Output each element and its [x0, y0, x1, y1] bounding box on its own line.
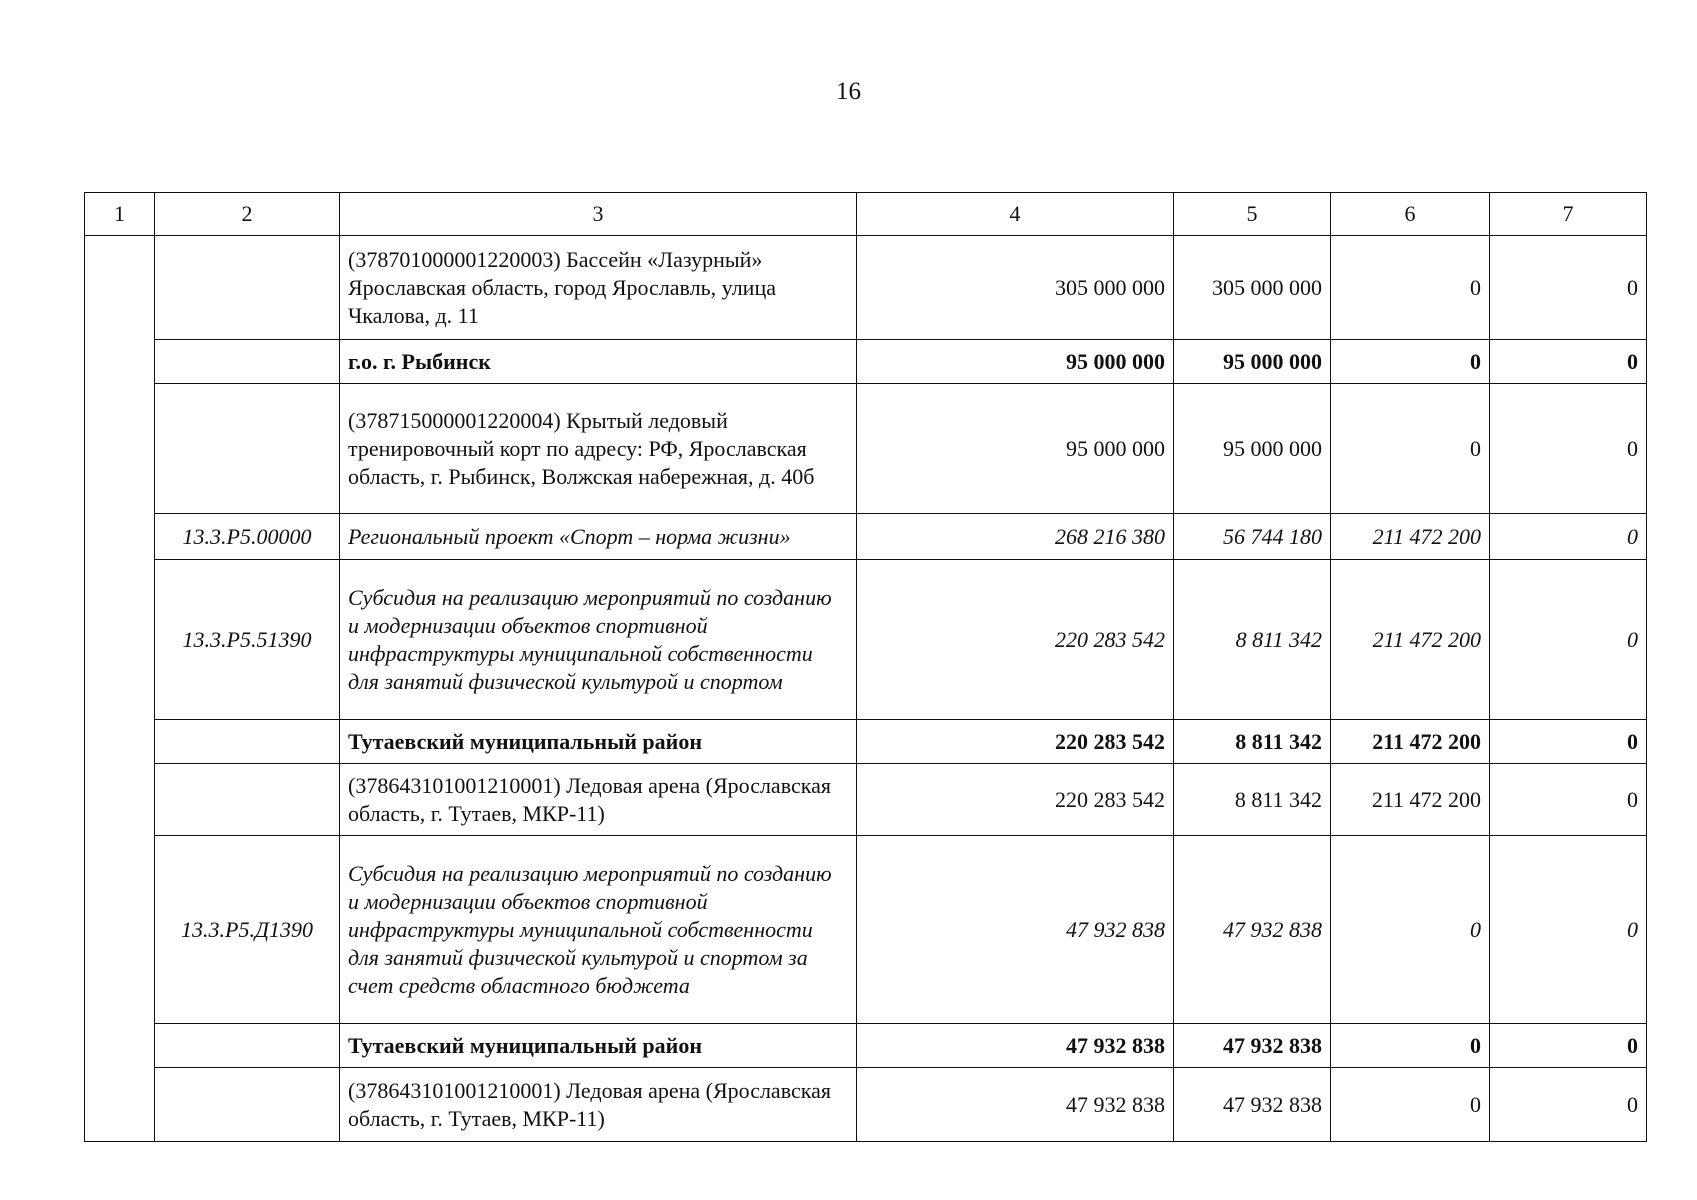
value-col-5: 8 811 342 [1174, 720, 1331, 764]
value-col-7: 0 [1490, 236, 1647, 340]
value-col-5: 47 932 838 [1174, 1024, 1331, 1068]
value-col-5: 95 000 000 [1174, 340, 1331, 384]
value-col-6: 211 472 200 [1331, 560, 1490, 720]
value-col-4: 220 283 542 [857, 560, 1174, 720]
row-name: Региональный проект «Спорт – норма жизни» [340, 514, 857, 560]
row-code [155, 720, 340, 764]
table-row [85, 1068, 1647, 1142]
value-col-7: 0 [1490, 514, 1647, 560]
column-header-3: 3 [340, 193, 857, 236]
row-code [155, 236, 340, 340]
value-col-6: 211 472 200 [1331, 764, 1490, 836]
row-code [155, 1024, 340, 1068]
value-col-4: 47 932 838 [857, 836, 1174, 1024]
value-col-6: 0 [1331, 1024, 1490, 1068]
column-number-row [85, 193, 1647, 236]
row-name: г.о. г. Рыбинск [340, 340, 857, 384]
value-col-5: 8 811 342 [1174, 764, 1331, 836]
value-col-7: 0 [1490, 1024, 1647, 1068]
value-col-6: 0 [1331, 340, 1490, 384]
row-code: 13.3.Р5.Д1390 [155, 836, 340, 1024]
value-col-4: 95 000 000 [857, 340, 1174, 384]
row-code: 13.3.Р5.51390 [155, 560, 340, 720]
row-name: Тутаевский муниципальный район [340, 720, 857, 764]
value-col-5: 47 932 838 [1174, 836, 1331, 1024]
row-name: Субсидия на реализацию мероприятий по созданию и модернизации объектов спортивной инфраструктуры муниципальной собственности для занятий физической культурой и спортом [340, 560, 857, 720]
table-row [85, 836, 1647, 1024]
table-row [85, 560, 1647, 720]
value-col-5: 8 811 342 [1174, 560, 1331, 720]
row-name: (378643101001210001) Ледовая арена (Ярославская область, г. Тутаев, МКР-11) [340, 764, 857, 836]
column-1-merged-cell [85, 236, 155, 1142]
column-header-4: 4 [857, 193, 1174, 236]
column-header-7: 7 [1490, 193, 1647, 236]
value-col-7: 0 [1490, 836, 1647, 1024]
value-col-4: 220 283 542 [857, 764, 1174, 836]
budget-table [84, 192, 1647, 1142]
value-col-6: 0 [1331, 236, 1490, 340]
page-number: 16 [836, 78, 861, 105]
value-col-5: 47 932 838 [1174, 1068, 1331, 1142]
value-col-4: 95 000 000 [857, 384, 1174, 514]
value-col-6: 0 [1331, 384, 1490, 514]
value-col-4: 220 283 542 [857, 720, 1174, 764]
value-col-6: 211 472 200 [1331, 514, 1490, 560]
row-name: Субсидия на реализацию мероприятий по созданию и модернизации объектов спортивной инфраструктуры муниципальной собственности для занятий физической культурой и спортом за счет средств областного бюджета [340, 836, 857, 1024]
value-col-7: 0 [1490, 764, 1647, 836]
value-col-5: 305 000 000 [1174, 236, 1331, 340]
value-col-7: 0 [1490, 560, 1647, 720]
row-code [155, 1068, 340, 1142]
table-row [85, 236, 1647, 340]
table-row [85, 384, 1647, 514]
value-col-7: 0 [1490, 340, 1647, 384]
value-col-4: 305 000 000 [857, 236, 1174, 340]
table-row [85, 340, 1647, 384]
value-col-7: 0 [1490, 384, 1647, 514]
value-col-5: 56 744 180 [1174, 514, 1331, 560]
value-col-6: 0 [1331, 1068, 1490, 1142]
row-name: Тутаевский муниципальный район [340, 1024, 857, 1068]
value-col-5: 95 000 000 [1174, 384, 1331, 514]
row-code: 13.3.Р5.00000 [155, 514, 340, 560]
column-header-6: 6 [1331, 193, 1490, 236]
table-row [85, 1024, 1647, 1068]
value-col-6: 211 472 200 [1331, 720, 1490, 764]
value-col-4: 47 932 838 [857, 1068, 1174, 1142]
value-col-4: 47 932 838 [857, 1024, 1174, 1068]
row-code [155, 764, 340, 836]
row-name: (378715000001220004) Крытый ледовый тренировочный корт по адресу: РФ, Ярославская область, г. Рыбинск, Волжская набережная, д. 40б [340, 384, 857, 514]
row-name: (378643101001210001) Ледовая арена (Ярославская область, г. Тутаев, МКР-11) [340, 1068, 857, 1142]
table-row [85, 720, 1647, 764]
column-header-2: 2 [155, 193, 340, 236]
value-col-6: 0 [1331, 836, 1490, 1024]
value-col-7: 0 [1490, 720, 1647, 764]
table-row [85, 514, 1647, 560]
table-row [85, 764, 1647, 836]
value-col-7: 0 [1490, 1068, 1647, 1142]
value-col-4: 268 216 380 [857, 514, 1174, 560]
row-name: (378701000001220003) Бассейн «Лазурный» Ярославская область, город Ярославль, улица Чкалова, д. 11 [340, 236, 857, 340]
row-code [155, 340, 340, 384]
row-code [155, 384, 340, 514]
column-header-5: 5 [1174, 193, 1331, 236]
column-header-1: 1 [85, 193, 155, 236]
